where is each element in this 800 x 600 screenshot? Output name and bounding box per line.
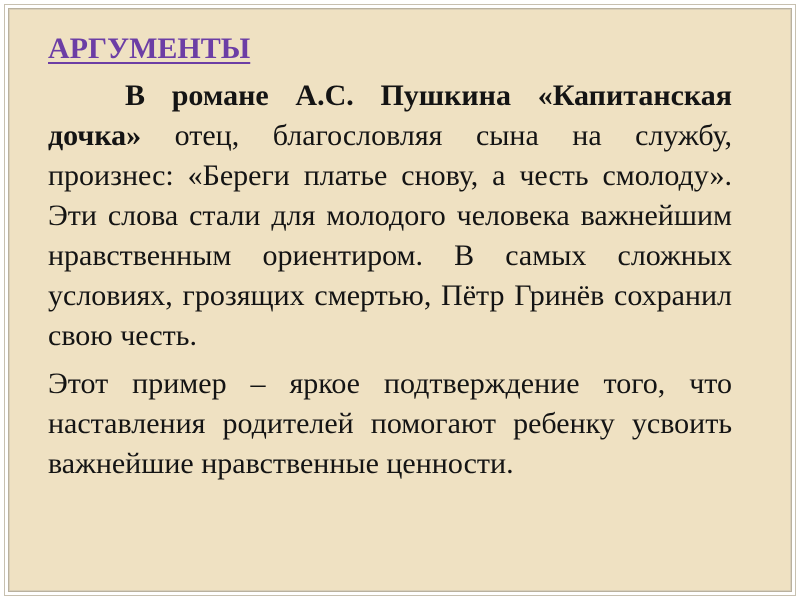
conclusion-paragraph: Этот пример – яркое подтверждение того, что наставления родителей помогают ребенку усвоить важнейшие нравственные ценности. — [48, 367, 732, 480]
slide-heading: АРГУМЕНТЫ — [48, 32, 251, 65]
argument-text: отец, благословляя сына на службу, произнес: «Береги платье снову, а честь смолоду». Эти слова стали для молодого человека важнейшим нравственным ориентиром. В самых сложных условиях, грозящих смертью, Пётр Гринёв сохранил свою честь. — [48, 119, 732, 352]
slide-content — [48, 22, 732, 484]
argument-paragraph — [48, 76, 732, 356]
novel-reference: В романе А.С. Пушкина «Капитанская дочка» — [48, 79, 732, 152]
